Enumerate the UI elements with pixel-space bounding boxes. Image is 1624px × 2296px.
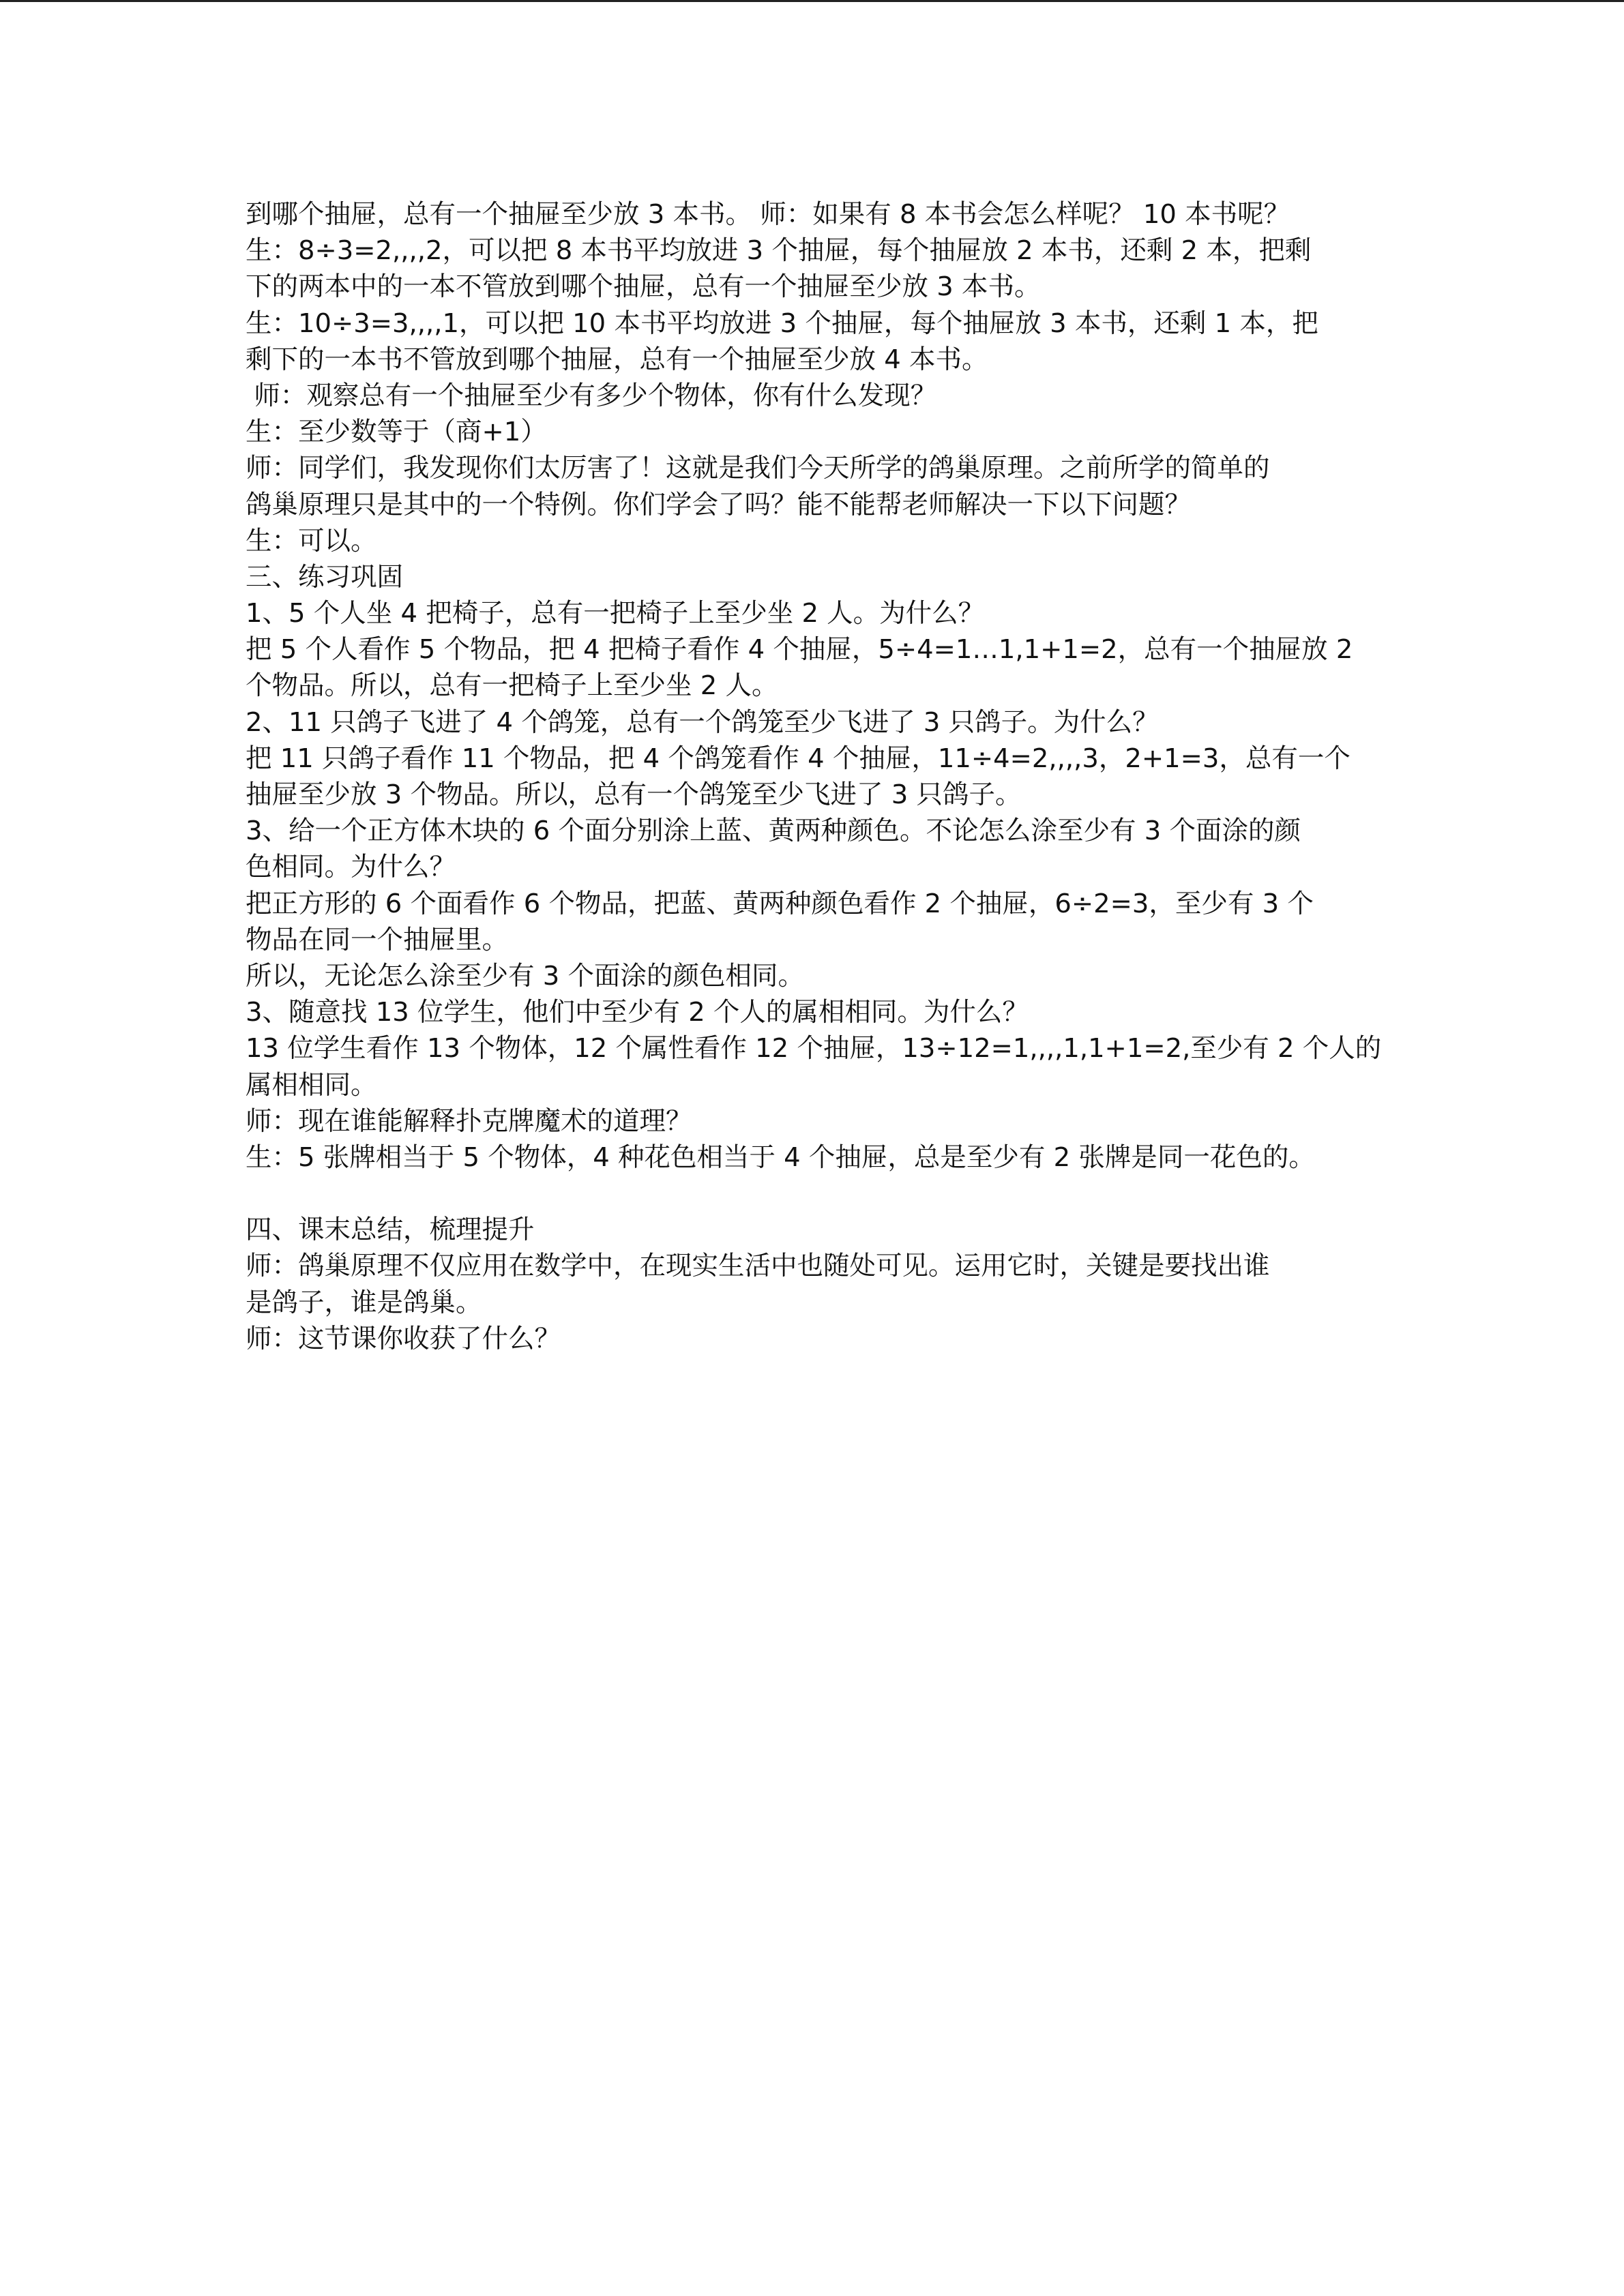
text-line: 色相同。为什么？ [246, 852, 456, 883]
question-line: 3、给一个正方体木块的 6 个面分别涂上蓝、黄两种颜色。不论怎么涂至少有 3 个面涂的颜 [246, 816, 1301, 847]
text-line: 下的两本中的一本不管放到哪个抽屉，总有一个抽屉至少放 3 本书。 [246, 271, 1041, 303]
text-line: 生：至少数等于（商+1） [246, 417, 547, 448]
text-line: 把正方形的 6 个面看作 6 个物品，把蓝、黄两种颜色看作 2 个抽屉，6÷2=3，至少有 3 个 [246, 888, 1314, 919]
text-line: 生：可以。 [246, 525, 377, 556]
text-line: 师：同学们，我发现你们太厉害了！这就是我们今天所学的鸽巢原理。之前所学的简单的 [246, 453, 1270, 484]
text-line: 是鸽子，谁是鸽巢。 [246, 1287, 482, 1318]
text-line: 师：观察总有一个抽屉至少有多少个物体，你有什么发现？ [246, 380, 937, 411]
text-line: 13 位学生看作 13 个物体，12 个属性看作 12 个抽屉，13÷12=1,,,,1,1+1=2,至少有 2 个人的 [246, 1033, 1382, 1064]
text-line: 师：现在谁能解释扑克牌魔术的道理？ [246, 1105, 692, 1137]
section-heading: 四、课末总结，梳理提升 [246, 1214, 535, 1246]
text-line: 属相相同。 [246, 1069, 377, 1101]
text-line: 把 5 个人看作 5 个物品，把 4 把椅子看作 4 个抽屉，5÷4=1…1,1+1=2，总有一个抽屉放 2 [246, 634, 1353, 666]
text-line: 把 11 只鸽子看作 11 个物品，把 4 个鸽笼看作 4 个抽屉，11÷4=2,,,,3，2+1=3，总有一个 [246, 743, 1350, 774]
text-line: 物品在同一个抽屉里。 [246, 924, 509, 955]
section-heading: 三、练习巩固 [246, 561, 404, 593]
text-line: 生：5 张牌相当于 5 个物体，4 种花色相当于 4 个抽屉，总是至少有 2 张牌是同一花色的。 [246, 1142, 1315, 1173]
text-line: 到哪个抽屉，总有一个抽屉至少放 3 本书。 师：如果有 8 本书会怎么样呢？ 10 本书呢？ [246, 199, 1290, 230]
question-line: 3、随意找 13 位学生，他们中至少有 2 个人的属相相同。为什么？ [246, 997, 1029, 1028]
text-line: 抽屉至少放 3 个物品。所以，总有一个鸽笼至少飞进了 3 只鸽子。 [246, 779, 1022, 810]
document-body [246, 196, 1382, 1357]
text-line: 所以，无论怎么涂至少有 3 个面涂的颜色相同。 [246, 960, 804, 992]
text-line: 师：这节课你收获了什么？ [246, 1323, 561, 1354]
text-line: 个物品。所以，总有一把椅子上至少坐 2 人。 [246, 670, 778, 702]
text-line: 鸽巢原理只是其中的一个特例。你们学会了吗？能不能帮老师解决一下以下问题？ [246, 489, 1192, 520]
text-line: 生：8÷3=2,,,,2，可以把 8 本书平均放进 3 个抽屉，每个抽屉放 2 本书，还剩 2 本，把剩 [246, 235, 1312, 267]
text-line: 师：鸽巢原理不仅应用在数学中，在现实生活中也随处可见。运用它时，关键是要找出谁 [246, 1251, 1270, 1282]
text-line: 剩下的一本书不管放到哪个抽屉，总有一个抽屉至少放 4 本书。 [246, 344, 988, 375]
question-line: 2、11 只鸽子飞进了 4 个鸽笼，总有一个鸽笼至少飞进了 3 只鸽子。为什么？ [246, 706, 1159, 738]
text-line: 生：10÷3=3,,,,1，可以把 10 本书平均放进 3 个抽屉，每个抽屉放 3 本书，还剩 1 本，把 [246, 308, 1318, 339]
blank-line [246, 1176, 1378, 1212]
question-line: 1、5 个人坐 4 把椅子，总有一把椅子上至少坐 2 人。为什么？ [246, 598, 985, 629]
